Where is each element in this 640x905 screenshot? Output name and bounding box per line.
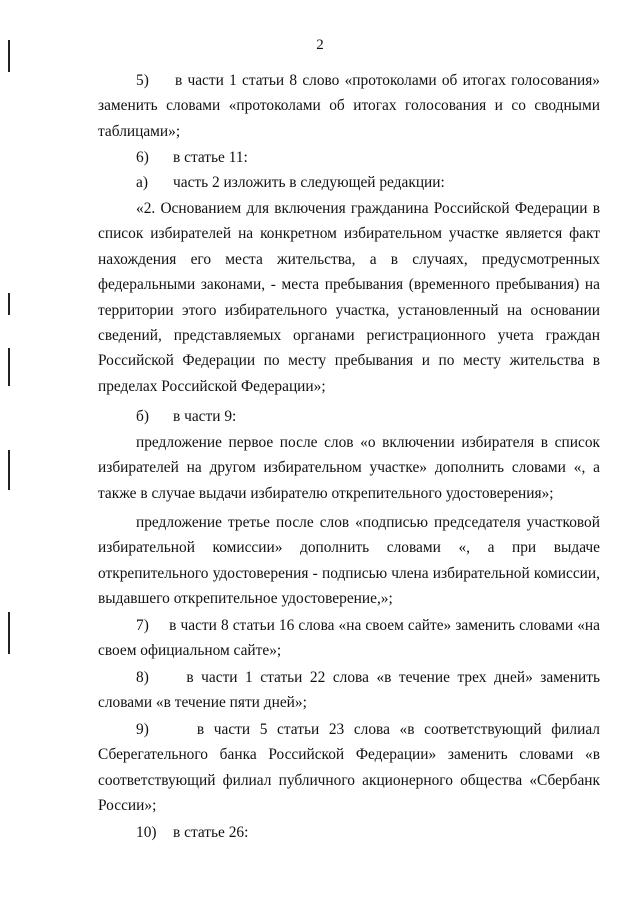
item-number: а): [136, 174, 148, 191]
paragraph-item-7: 7) в части 8 статьи 16 слова «на своем сайте» заменить словами «на своем официальном сайте»;: [98, 617, 600, 660]
paragraph-first-sentence: предложение первое после слов «о включении избирателя в список избирателей на другом избирательном участке» дополнить словами «, а также в случае выдачи избирателю открепительного удостоверения»;: [98, 434, 600, 502]
list-item-10: [136, 820, 248, 845]
scan-margin-mark: [8, 348, 10, 386]
paragraph-third-sentence: предложение третье после слов «подписью председателя участковой избирательной комиссии» дополнить словами «, а при выдаче открепительного удостоверения - подписью члена избирательной комиссии, выдавшего открепительное удостоверение,»;: [98, 514, 600, 608]
item-text: в части 9:: [173, 408, 237, 425]
list-item-a: [136, 170, 445, 195]
page-number: 2: [316, 37, 324, 53]
paragraph-item-5: 5) в части 1 статьи 8 слово «протоколами об итогах голосования» заменить словами «протоколами об итогах голосования и со сводными таблицами»;: [98, 72, 600, 140]
paragraph-item-8: 8) в части 1 статьи 22 слова «в течение трех дней» заменить словами «в течение пяти дней»;: [98, 669, 600, 712]
item-text: в статье 11:: [173, 149, 248, 166]
item-number: б): [136, 408, 149, 425]
quoted-paragraph: «2. Основанием для включения гражданина Российской Федерации в список избирателей на конкретном избирательном участке является факт нахождения его места жительства, а в случаях, предусмотренных федеральными законами, - места пребывания (временного пребывания) на территории этого избирательного участка, установленный на основании сведений, представляемых органами регистрационного учета граждан Российской Федерации по месту пребывания и по месту жительства в пределах Российской Федерации»;: [98, 200, 600, 395]
list-item-6: [136, 145, 248, 170]
paragraph-item-9: 9) в части 5 статьи 23 слова «в соответствующий филиал Сберегательного банка Российской Федерации» заменить словами «в соответствующий филиал публичного акционерного общества «Сбербанк России»;: [98, 721, 600, 815]
item-text: часть 2 изложить в следующей редакции:: [173, 174, 445, 191]
scan-margin-mark: [8, 612, 10, 654]
scan-margin-mark: [8, 450, 10, 490]
scan-margin-mark: [8, 293, 10, 315]
list-item-b: [136, 404, 236, 429]
item-text: в статье 26:: [173, 824, 249, 841]
item-number: 10): [136, 824, 157, 841]
item-number: 6): [136, 149, 149, 166]
